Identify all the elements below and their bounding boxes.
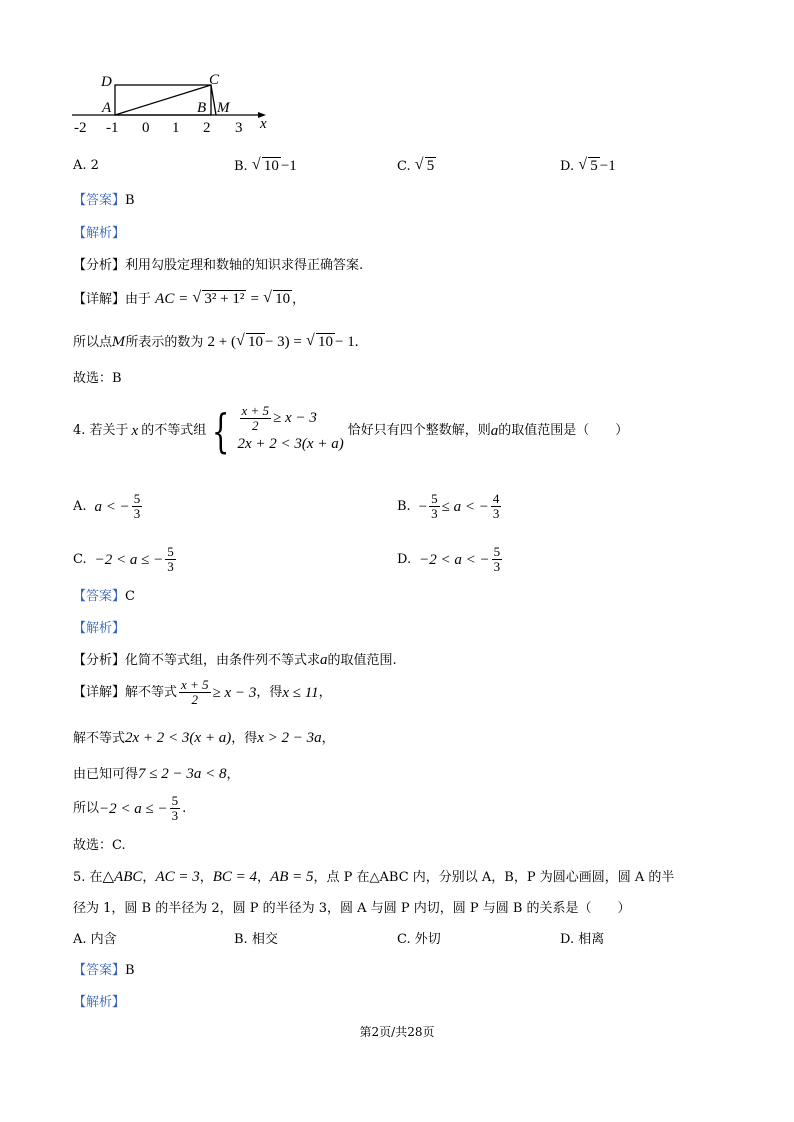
q4-stem: 4. 若关于 x 的不等式组 { $\frac{x + 5}{2}$ ≥ x − 3 2x + 2 < 3(x + a) 恰好只有四个整数解，则 a 的取值范围是（ ） [73, 402, 629, 458]
q4-fenxi: 【分析】化简不等式组，由条件列不等式求a的取值范围. [73, 652, 397, 668]
q4-option-b: B. − $\frac{5}{3}$ ≤ a < − $\frac{4}{3}$ [397, 491, 500, 521]
label-A: A [102, 100, 112, 116]
q5-option-c: C. 外切 [397, 932, 441, 947]
q3-choose: 故选：B [73, 371, 122, 386]
q3-option-c: C. √ 5 [397, 156, 435, 174]
axis-label-x: x [260, 116, 267, 132]
tick-label: 3 [235, 120, 243, 136]
q3-option-d: D. √ 5 −1 [560, 156, 616, 174]
q3-analysis-tag: 【解析】 [73, 226, 126, 241]
q5-option-d: D. 相离 [560, 932, 605, 947]
label-B: B [197, 100, 207, 116]
q5-option-a: A. 内含 [73, 932, 117, 947]
q4-answer: 【答案】C [73, 589, 135, 604]
tick-label: 1 [172, 120, 180, 136]
q3-answer: 【答案】B [73, 193, 135, 208]
inequality-system: { $\frac{x + 5}{2}$ ≥ x − 3 2x + 2 < 3(x + a) [212, 402, 344, 458]
tick-labels [74, 120, 243, 136]
number-line-figure [60, 70, 280, 138]
tick-label: -1 [106, 120, 119, 136]
tick-label: -2 [74, 120, 87, 136]
q3-detail-line2: 所以点M所表示的数为 2 + ( √ 10 − 3) = √ 10 − 1. [73, 332, 359, 350]
q5-analysis-tag: 【解析】 [73, 995, 126, 1010]
q4-option-a: A. a < − $\frac{5}{3}$ [73, 491, 141, 521]
q4-detail-4: 所以 −2 < a ≤ − $\frac{5}{3}$ . [73, 793, 187, 823]
q4-detail-2: 解不等式2x + 2 < 3(x + a)，得x > 2 − 3a， [73, 730, 335, 746]
q3-fenxi: 【分析】利用勾股定理和数轴的知识求得正确答案. [73, 258, 364, 273]
label-D: D [101, 74, 112, 90]
q4-choose: 故选：C. [73, 838, 126, 853]
tick-label: 2 [203, 120, 211, 136]
q3-option-a: A. 2 [73, 158, 99, 173]
q5-option-b: B. 相交 [234, 932, 278, 947]
label-M: M [217, 100, 230, 116]
q4-option-d: D. −2 < a < − $\frac{5}{3}$ [397, 544, 501, 574]
q3-option-b: B. √ 10 −1 [234, 156, 297, 174]
q5-answer: 【答案】B [73, 963, 135, 978]
label-C: C [209, 72, 220, 88]
q5-stem-line2: 径为 1，圆 B 的半径为 2，圆 P 的半径为 3，圆 A 与圆 P 内切，圆 P 与圆 B 的关系是（ ） [73, 901, 631, 916]
q3-detail: 【详解】由于 AC = √ 3² + 1² = √ 10 ， [73, 289, 306, 307]
q4-detail-3: 由已知可得7 ≤ 2 − 3a < 8， [73, 766, 240, 782]
segment-CM [211, 85, 216, 115]
q4-detail-1: 【详解】 解不等式 $\frac{x + 5}{2}$ ≥ x − 3 ，得 x ≤ 11 ， [73, 677, 332, 707]
page-footer: 第2页/共28页 [359, 1025, 435, 1039]
q5-stem-line1: 5. 在△ABC，AC = 3，BC = 4，AB = 5，点 P 在△ABC 内，分别以 A，B，P 为圆心画圆，圆 A 的半 [73, 869, 675, 885]
q4-option-c: C. −2 < a ≤ − $\frac{5}{3}$ [73, 544, 174, 574]
tick-label: 0 [142, 120, 150, 136]
q4-analysis-tag: 【解析】 [73, 621, 126, 636]
